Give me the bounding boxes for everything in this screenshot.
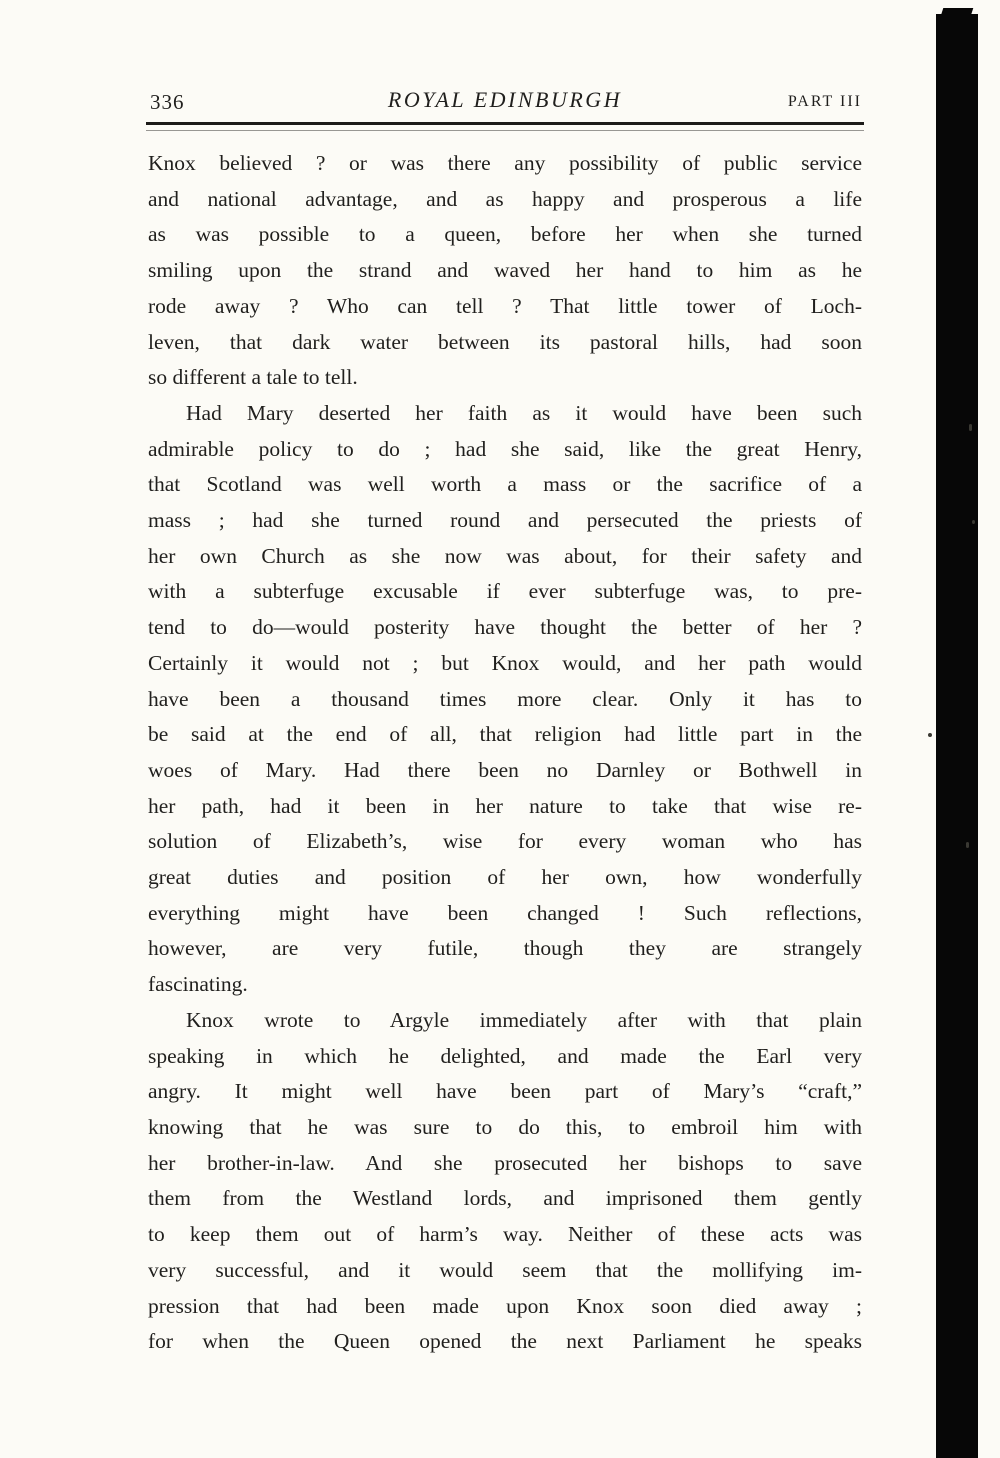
text-line: pression that had been made upon Knox soon died away ; [148,1293,862,1318]
text-line: her brother-in-law. And she prosecuted her bishops to save [148,1150,862,1175]
text-line: Knox believed ? or was there any possibility of public service [148,151,862,175]
paragraph [148,146,862,396]
paragraph [148,1003,862,1360]
text-line: rode away ? Who can tell ? That little tower of Loch- [148,293,862,318]
text-line: and national advantage, and as happy and prosperous a life [148,186,862,211]
scan-speck [966,842,969,848]
scan-speck [972,520,975,524]
text-line: them from the Westland lords, and imprisoned them gently [148,1186,862,1211]
part-label: PART III [787,93,862,110]
text-line: admirable policy to do ; had she said, like the great Henry, [148,436,862,461]
scan-speck [928,733,932,737]
scan-gutter-bar [936,14,978,1458]
text-line: have been a thousand times more clear. Only it has to [148,686,862,711]
text-line: her own Church as she now was about, for their safety and [148,543,862,568]
scan-speck [969,424,972,431]
page-number: 336 [150,90,185,114]
text-line: leven, that dark water between its pastoral hills, had soon [148,329,862,354]
text-line: Certainly it would not ; but Knox would, and her path would [148,650,862,675]
text-line: however, are very futile, though they are strangely [148,936,862,961]
text-line: mass ; had she turned round and persecuted the priests of [148,508,862,533]
text-line: angry. It might well have been part of Mary’s “craft,” [148,1079,862,1104]
text-line: great duties and position of her own, how wonderfully [148,865,862,890]
text-line: smiling upon the strand and waved her hand to him as he [148,258,862,283]
text-line: Knox wrote to Argyle immediately after with that plain [186,1007,862,1032]
paragraph [148,396,862,1003]
text-line: knowing that he was sure to do this, to embroil him with [148,1114,862,1139]
running-title: ROYAL EDINBURGH [387,87,623,112]
page-header [148,84,862,118]
text-line: with a subterfuge excusable if ever subterfuge was, to pre- [148,579,862,604]
text-line: so different a tale to tell. [148,365,358,390]
text-line: for when the Queen opened the next Parliament he speaks [148,1329,862,1354]
text-line: be said at the end of all, that religion had little part in the [148,722,862,747]
text-line: Had Mary deserted her faith as it would have been such [186,400,862,425]
text-line: fascinating. [148,972,248,997]
text-line: her path, had it been in her nature to take that wise re- [148,793,862,818]
text-line: that Scotland was well worth a mass or the sacrifice of a [148,472,862,497]
text-line: very successful, and it would seem that the mollifying im- [148,1257,862,1282]
text-line: solution of Elizabeth’s, wise for every woman who has [148,829,862,854]
text-line: woes of Mary. Had there been no Darnley or Bothwell in [148,757,862,782]
text-line: speaking in which he delighted, and made the Earl very [148,1043,862,1068]
text-line: to keep them out of harm’s way. Neither of these acts was [148,1222,862,1247]
body-text [148,146,862,1360]
text-line: as was possible to a queen, before her when she turned [148,222,862,247]
text-line: everything might have been changed ! Such reflections, [148,900,862,925]
header-rule [146,122,864,131]
text-line: tend to do—would posterity have thought the better of her ? [148,615,862,640]
